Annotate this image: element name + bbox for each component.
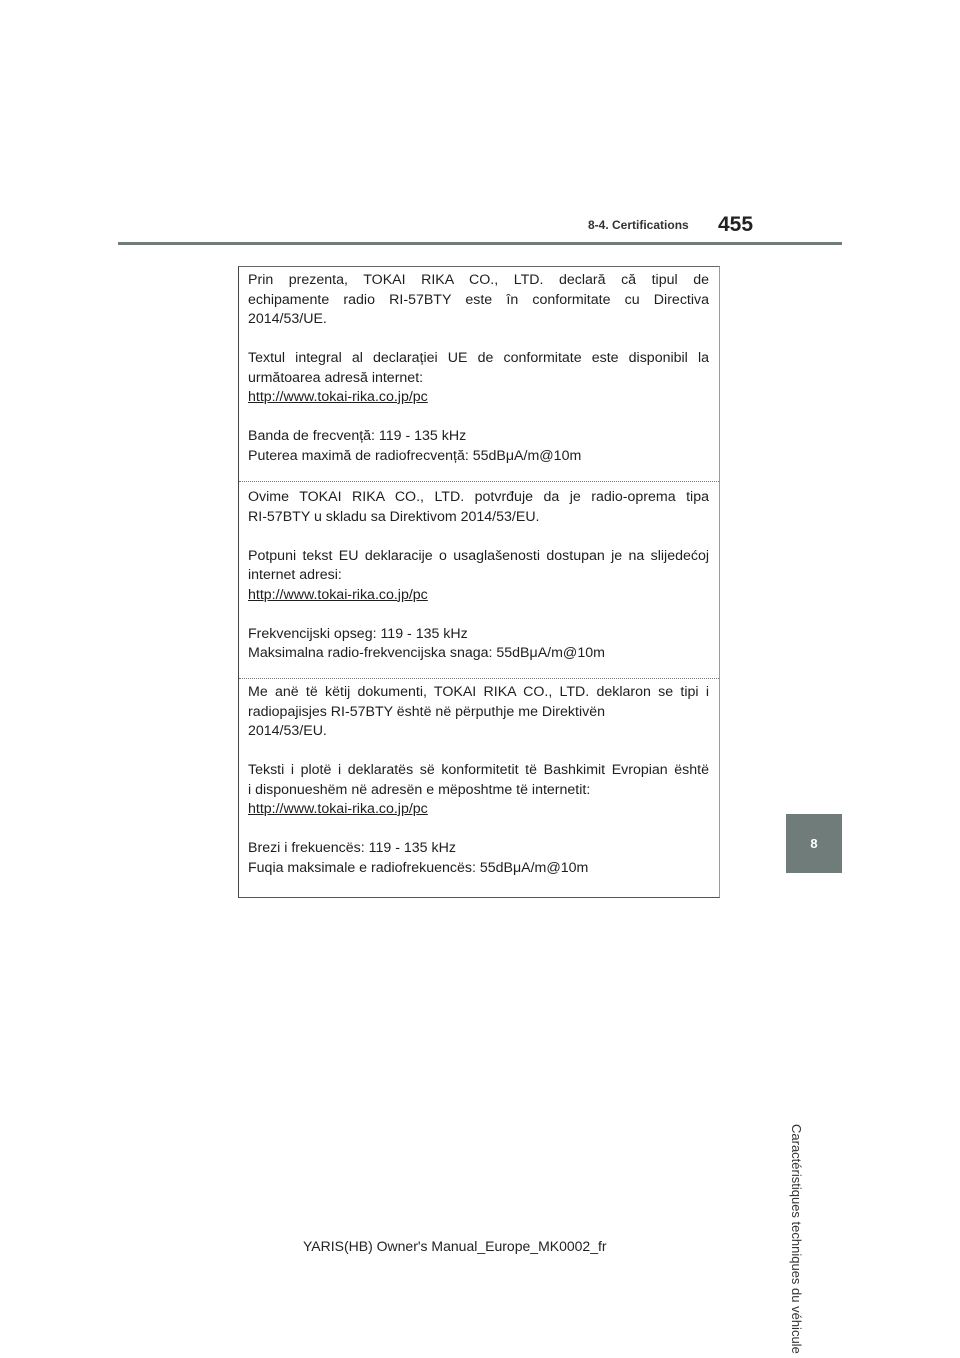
certificate-box [238, 266, 720, 898]
certificate-romanian [248, 271, 709, 466]
header-section-title: 8-4. Certifications [588, 218, 689, 232]
frequency-band: Banda de frecvență: 119 - 135 kHz [248, 428, 467, 444]
declaration-line: Me anë të këtij dokumenti, TOKAI RIKA CO., LTD. deklaron se tipi i [248, 684, 709, 700]
declaration-url[interactable]: http://www.tokai-rika.co.jp/pc [248, 389, 428, 405]
section-divider [239, 481, 719, 482]
declaration-text [248, 488, 709, 527]
declaration-text [248, 271, 709, 330]
availability-line: Potpuni tekst EU deklaracije o usaglašenosti dostupan je na slijedećoj [248, 547, 709, 564]
availability-line: i disponueshëm në adresën e mëposhtme të internetit: [248, 781, 591, 798]
availability-text [248, 547, 709, 606]
declaration-line: Ovime TOKAI RIKA CO., LTD. potvrđuje da je radio-oprema tipa [248, 489, 709, 505]
max-power: Fuqia maksimale e radiofrekuencës: 55dBμA/m@10m [248, 859, 589, 876]
declaration-text [248, 683, 709, 742]
frequency-band: Frekvencijski opseg: 119 - 135 kHz [248, 625, 468, 642]
chapter-tab: 8 [786, 814, 842, 873]
declaration-url[interactable]: http://www.tokai-rika.co.jp/pc [248, 801, 428, 817]
certificate-albanian [248, 683, 709, 878]
availability-line: Textul integral al declarației UE de conformitate este disponibil la [248, 350, 709, 366]
chapter-side-title: Caractéristiques techniques du véhicule [789, 1124, 804, 1354]
declaration-line: radiopajisjes RI-57BTY është në përputhje me Direktivën [248, 703, 605, 720]
header-rule [118, 242, 842, 245]
max-power: Puterea maximă de radiofrecvență: 55dBμA/m@10m [248, 447, 582, 464]
section-divider [239, 678, 719, 679]
page-number: 455 [718, 213, 754, 236]
declaration-line: echipamente radio RI-57BTY este în conformitate cu Directiva [248, 291, 709, 308]
availability-text [248, 349, 709, 408]
declaration-line: Prin prezenta, TOKAI RIKA CO., LTD. declară că tipul de [248, 272, 709, 288]
max-power: Maksimalna radio-frekvencijska snaga: 55dBμA/m@10m [248, 645, 605, 661]
declaration-line: 2014/53/UE. [248, 311, 327, 327]
certificate-croatian [248, 488, 709, 664]
declaration-url[interactable]: http://www.tokai-rika.co.jp/pc [248, 586, 428, 603]
declaration-line: 2014/53/EU. [248, 723, 327, 739]
availability-line: internet adresi: [248, 567, 342, 583]
availability-line: Teksti i plotë i deklaratës së konformitetit të Bashkimit Evropian është [248, 762, 709, 778]
declaration-line: RI-57BTY u skladu sa Direktivom 2014/53/EU. [248, 508, 540, 525]
availability-line: următoarea adresă internet: [248, 369, 424, 386]
availability-text [248, 761, 709, 820]
footer-manual-id: YARIS(HB) Owner's Manual_Europe_MK0002_fr [303, 1238, 607, 1254]
frequency-band: Brezi i frekuencës: 119 - 135 kHz [248, 840, 456, 856]
